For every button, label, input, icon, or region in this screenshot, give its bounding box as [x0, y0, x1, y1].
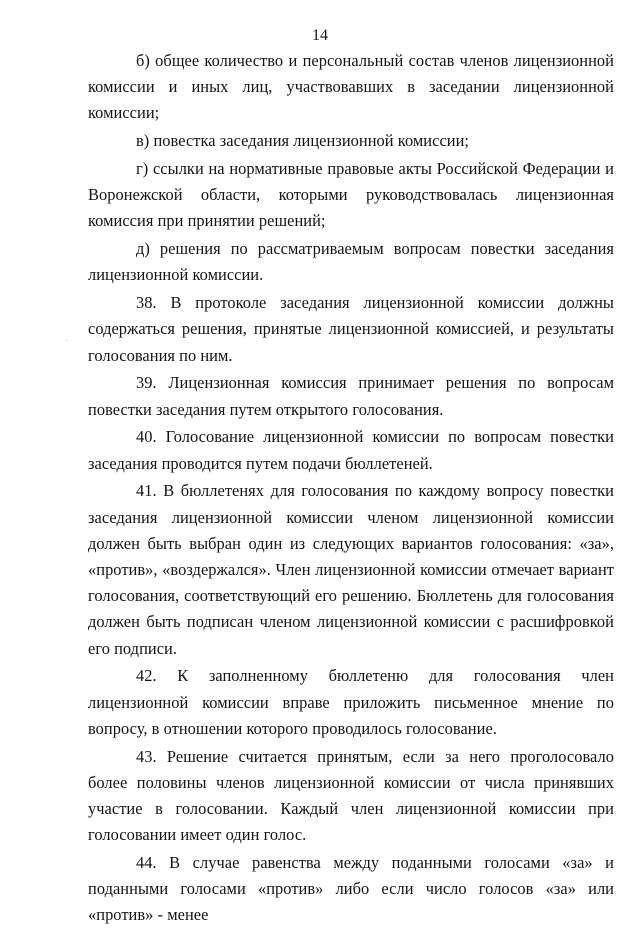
paragraph-41: 41. В бюллетенях для голосования по каждому вопросу повестки заседания лицензионной комиссии членом лицензионной комиссии должен быть выбран один из следующих вариантов голосования: «за», «против», «воздержался». Член лицензионной комиссии отмечает вариант голосования, соответствующий его решению. Бюллетень для голосования должен быть подписан членом лицензионной комиссии с расшифровкой его подписи. — [88, 481, 614, 658]
document-body — [88, 48, 614, 930]
paragraph-item-d: д) решения по рассматриваемым вопросам повестки заседания лицензионной комиссии. — [88, 239, 614, 285]
paragraph-38: 38. В протоколе заседания лицензионной комиссии должны содержаться решения, принятые лицензионной комиссией, и результаты голосования по ним. — [88, 293, 614, 365]
paragraph-item-v: в) повестка заседания лицензионной комиссии; — [136, 131, 470, 151]
paragraph-40: 40. Голосование лицензионной комиссии по вопросам повестки заседания проводится путем подачи бюллетеней. — [88, 427, 614, 473]
paragraph-39: 39. Лицензионная комиссия принимает решения по вопросам повестки заседания путем открытого голосования. — [88, 373, 614, 419]
paragraph-44: 44. В случае равенства между поданными голосами «за» и поданными голосами «против» либо если число голосов «за» или «против» - менее — [88, 853, 614, 925]
scan-speck — [66, 340, 67, 341]
paragraph-item-b: б) общее количество и персональный состав членов лицензионной комиссии и иных лиц, участвовавших в заседании лицензионной комиссии; — [88, 51, 614, 123]
paragraph-42: 42. К заполненному бюллетеню для голосования член лицензионной комиссии вправе приложить письменное мнение по вопросу, в отношении которого проводилось голосование. — [88, 666, 614, 738]
paragraph-item-g: г) ссылки на нормативные правовые акты Российской Федерации и Воронежской области, которыми руководствовалась лицензионная комиссия при принятии решений; — [88, 159, 614, 231]
page-number: 14 — [312, 27, 328, 44]
paragraph-43: 43. Решение считается принятым, если за него проголосовало более половины членов лицензионной комиссии от числа принявших участие в голосовании. Каждый член лицензионной комиссии при голосовании имеет один голос. — [88, 746, 614, 845]
